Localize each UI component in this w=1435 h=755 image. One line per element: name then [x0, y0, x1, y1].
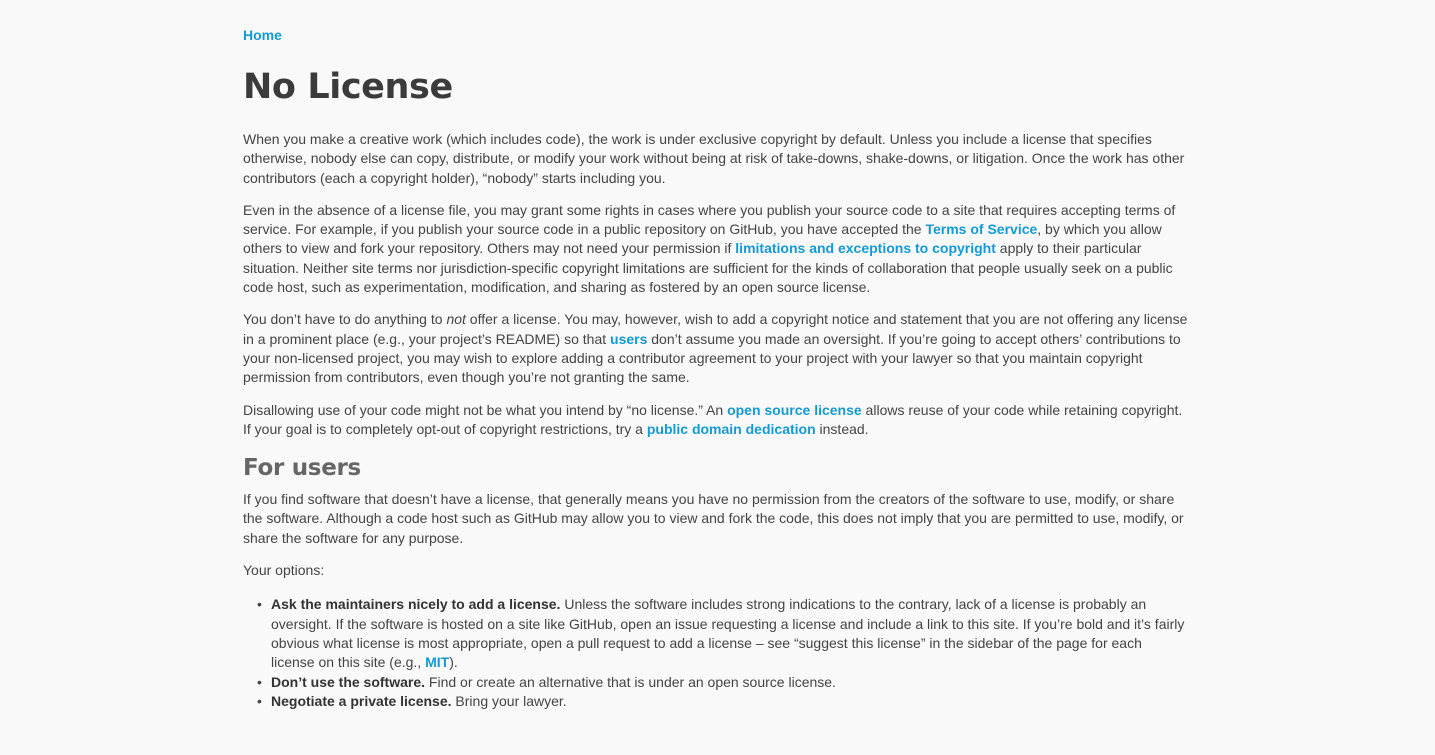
mit-link[interactable]: MIT	[425, 654, 450, 671]
text: Disallowing use of your code might not be what you intend by “no license.” An	[243, 401, 728, 418]
text: allows reuse of your code while retaining copyright. If your goal is to completely opt-out of copyright restrictions, try a	[243, 401, 1183, 437]
option-text: ).	[449, 654, 458, 671]
users-link[interactable]: users	[610, 330, 648, 347]
option-text: Bring your lawyer.	[451, 692, 567, 709]
page-content	[243, 130, 1188, 711]
terms-paragraph	[243, 201, 1188, 297]
disallowing-paragraph	[243, 401, 1188, 440]
text: don’t assume you made an oversight. If you’re going to accept others’ contributions to your non-licensed project, you may wish to explore adding a contributor agreement to your project with your lawyer so that you maintain copyright permission from contributors, even though you’re not granting the same.	[243, 330, 1181, 386]
option-item-ask-maintainers	[257, 595, 1188, 672]
emphasis-not: not	[446, 311, 466, 328]
options-label: Your options:	[243, 562, 325, 579]
breadcrumb-home-link[interactable]: Home	[243, 27, 282, 43]
text: Even in the absence of a license file, you may grant some rights in cases where you publish your source code to a site that requires accepting terms of service. For example, if you publish your source code in a public repository on GitHub, you have accepted the	[243, 201, 1176, 238]
text: apply to their particular situation. Neither site terms nor jurisdiction-specific copyright limitations are sufficient for the kinds of collaboration that people usually seek on a public code host, such as experimentation, modification, and sharing as fostered by an open source license.	[243, 240, 1173, 296]
text: offer a license. You may, however, wish to add a copyright notice and statement that you are not offering any license in a prominent place (e.g., your project’s README) so that	[243, 311, 1188, 347]
option-text: Find or create an alternative that is under an open source license.	[425, 673, 836, 690]
bullet-icon: •	[257, 692, 262, 709]
intro-paragraph: When you make a creative work (which includes code), the work is under exclusive copyright by default. Unless you include a license that specifies otherwise, nobody else can copy, distribute, or modify your work without being at risk of take-downs, shake-downs, or litigation. Once the work has other contributors (each a copyright holder), “nobody” starts including you.	[243, 131, 1185, 186]
option-title: Negotiate a private license.	[271, 692, 452, 709]
limitations-exceptions-link[interactable]: limitations and exceptions to copyright	[735, 240, 996, 257]
for-users-paragraph: If you find software that doesn’t have a license, that generally means you have no permission from the creators of the software to use, modify, or share the software. Although a code host such as GitHub may allow you to view and fork the code, this does not imply that you are permitted to use, modify, or share the software for any purpose.	[243, 491, 1184, 546]
bullet-icon: •	[257, 596, 262, 613]
option-title: Ask the maintainers nicely to add a license.	[271, 596, 561, 613]
option-title: Don’t use the software.	[271, 673, 426, 690]
text: , by which you allow others to view and fork your repository. Others may not need your permission if	[243, 221, 1162, 257]
for-users-heading: For users	[243, 455, 361, 482]
open-source-license-link[interactable]: open source license	[727, 401, 862, 418]
options-list	[243, 595, 1188, 711]
terms-of-service-link[interactable]: Terms of Service	[925, 221, 1038, 238]
page-title: No License	[243, 67, 453, 107]
text: instead.	[815, 420, 869, 437]
option-item-dont-use	[257, 673, 1188, 692]
option-text: Unless the software includes strong indications to the contrary, lack of a license is probably an oversight. If the software is hosted on a site like GitHub, open an issue requesting a license and include a link to this site. If you’re bold and it’s fairly obvious what license is most appropriate, open a pull request to add a license – see “suggest this license” in the sidebar of the page for each license on this site (e.g.,	[271, 596, 1185, 671]
option-item-negotiate	[257, 692, 1188, 711]
text: You don’t have to do anything to	[243, 311, 447, 328]
bullet-icon: •	[257, 673, 262, 690]
public-domain-dedication-link[interactable]: public domain dedication	[646, 420, 816, 437]
no-offer-paragraph	[243, 310, 1188, 387]
